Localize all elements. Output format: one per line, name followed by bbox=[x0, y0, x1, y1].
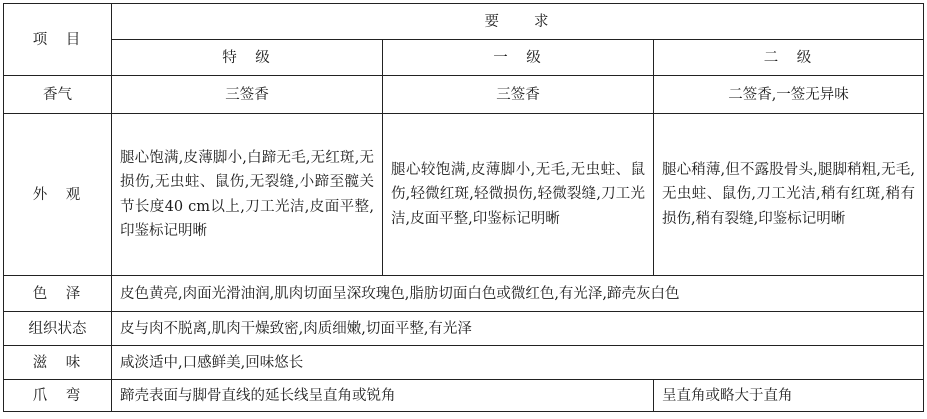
color-label: 色 泽 bbox=[4, 276, 112, 312]
appearance-special: 腿心饱满,皮薄脚小,白蹄无毛,无红斑,无损伤,无虫蛀、鼠伤,无裂缝,小蹄至髋关节长度40 cm以上,刀工光洁,皮面平整,印鉴标记明晰 bbox=[112, 114, 383, 276]
aroma-first: 三签香 bbox=[383, 76, 654, 114]
claw-second: 呈直角或略大于直角 bbox=[654, 380, 924, 412]
appearance-first: 腿心较饱满,皮薄脚小,无毛,无虫蛀、鼠伤,轻微红斑,轻微损伤,轻微裂缝,刀工光洁,皮面平整,印鉴标记明晰 bbox=[383, 114, 654, 276]
header-requirement: 要 求 bbox=[112, 4, 924, 40]
grade-requirements-table bbox=[3, 3, 924, 412]
appearance-second: 腿心稍薄,但不露股骨头,腿脚稍粗,无毛,无虫蛀、鼠伤,刀工光洁,稍有红斑,稍有损伤,稍有裂缝,印鉴标记明晰 bbox=[654, 114, 924, 276]
header-grade-special: 特 级 bbox=[112, 40, 383, 76]
header-row-grades bbox=[4, 40, 924, 76]
claw-special-first: 蹄壳表面与脚骨直线的延长线呈直角或锐角 bbox=[112, 380, 654, 412]
taste-text: 咸淡适中,口感鲜美,回味悠长 bbox=[112, 346, 924, 380]
row-aroma bbox=[4, 76, 924, 114]
header-row-top bbox=[4, 4, 924, 40]
header-grade-first: 一 级 bbox=[383, 40, 654, 76]
taste-label: 滋 味 bbox=[4, 346, 112, 380]
header-grade-second: 二 级 bbox=[654, 40, 924, 76]
row-texture bbox=[4, 312, 924, 346]
appearance-label: 外 观 bbox=[4, 114, 112, 276]
row-appearance bbox=[4, 114, 924, 276]
aroma-special: 三签香 bbox=[112, 76, 383, 114]
header-item: 项 目 bbox=[4, 4, 112, 76]
texture-text: 皮与肉不脱离,肌肉干燥致密,肉质细嫩,切面平整,有光泽 bbox=[112, 312, 924, 346]
aroma-label: 香气 bbox=[4, 76, 112, 114]
color-text: 皮色黄亮,肉面光滑油润,肌肉切面呈深玫瑰色,脂肪切面白色或微红色,有光泽,蹄壳灰白色 bbox=[112, 276, 924, 312]
texture-label: 组织状态 bbox=[4, 312, 112, 346]
row-color bbox=[4, 276, 924, 312]
aroma-second: 二签香,一签无异味 bbox=[654, 76, 924, 114]
row-taste bbox=[4, 346, 924, 380]
row-claw bbox=[4, 380, 924, 412]
claw-label: 爪 弯 bbox=[4, 380, 112, 412]
